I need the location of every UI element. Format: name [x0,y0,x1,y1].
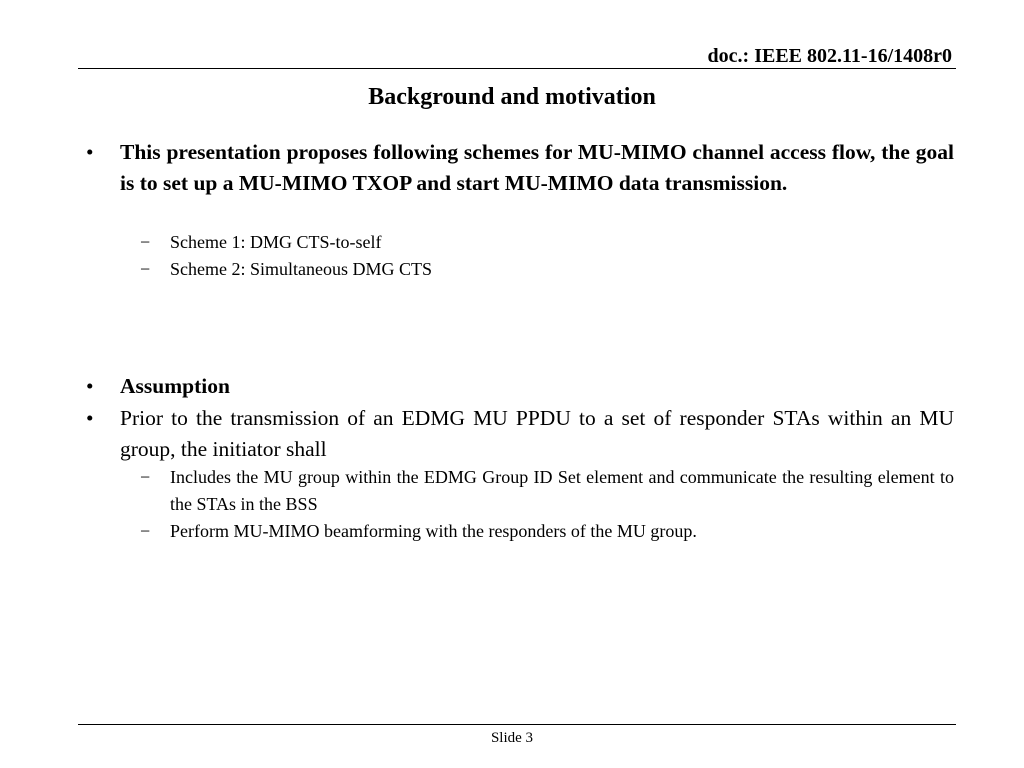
sub-bullet-item [140,518,954,545]
doc-id-header: doc.: IEEE 802.11-16/1408r0 [707,45,952,67]
slide-title: Background and motivation [368,84,656,110]
sub-bullet-text: Scheme 1: DMG CTS-to-self [170,232,382,252]
header-divider [78,68,956,69]
sub-bullet-text: Includes the MU group within the EDMG Group ID Set element and communicate the resulting element to the STAs in the BSS [170,467,954,514]
sub-bullet-text: Scheme 2: Simultaneous DMG CTS [170,259,432,279]
dash-icon: − [140,521,151,541]
slide-number: Slide 3 [490,730,534,746]
footer-divider [78,724,956,725]
dash-icon: − [140,467,151,487]
sub-bullet-item [140,229,954,256]
sub-bullet-item [140,256,954,283]
bullet-item [86,137,954,199]
bullet-text: Prior to the transmission of an EDMG MU PPDU to a set of responder STAs within an MU group, the initiator shall [120,406,954,461]
bullet-text: Assumption [120,374,230,398]
bullet-item [86,403,954,465]
bullet-item [86,371,954,402]
sub-bullet-text: Perform MU-MIMO beamforming with the responders of the MU group. [170,521,697,541]
dash-icon: − [140,259,151,279]
bullet-text: This presentation proposes following schemes for MU-MIMO channel access flow, the goal is to set up a MU-MIMO TXOP and start MU-MIMO data transmission. [120,140,954,195]
dash-icon: − [140,232,151,252]
bullet-dot-icon: • [86,140,94,164]
sub-bullet-item [140,464,954,518]
bullet-dot-icon: • [86,406,94,430]
bullet-dot-icon: • [86,374,94,398]
